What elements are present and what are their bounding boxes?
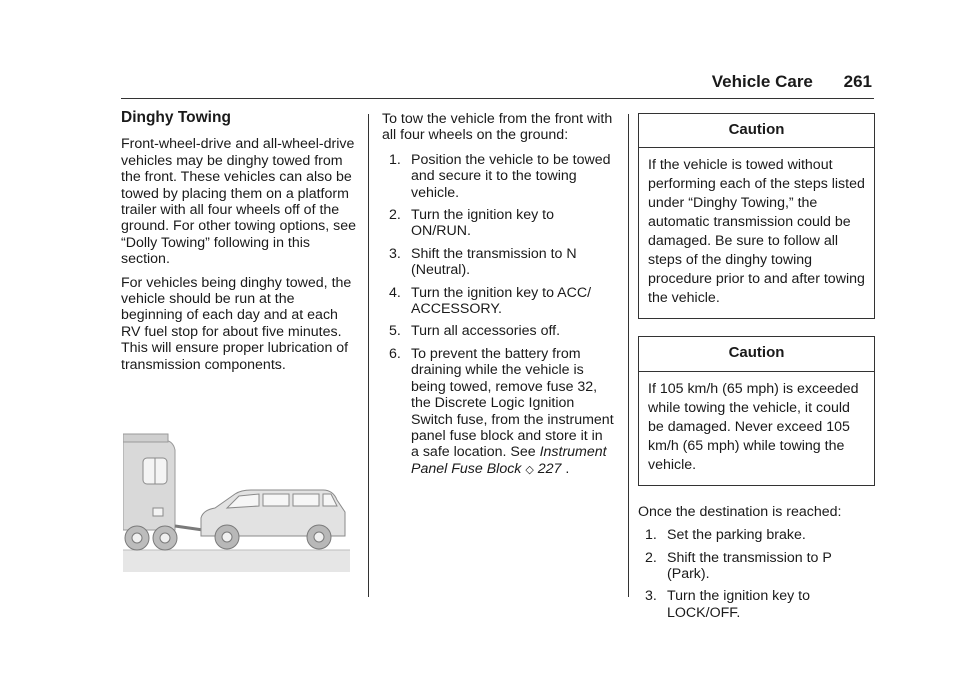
page-header: [712, 72, 872, 92]
column-1: [121, 110, 357, 380]
column-divider-1: [368, 114, 369, 597]
list-item: 1. Set the parking brake.: [645, 527, 806, 544]
caution-box-transmission: [638, 113, 875, 319]
paragraph-run-engine: For vehicles being dinghy towed, the vehicle should be run at the beginning of each day and at each RV fuel stop for about five minutes. This will ensure proper lubrication of transmission components.: [121, 274, 352, 373]
list-item: 3. Shift the transmission to N (Neutral).: [389, 245, 577, 279]
caution-box-speed: [638, 336, 875, 485]
list-item: 3. Turn the ignition key to LOCK/OFF.: [645, 588, 811, 621]
reference-page-number[interactable]: 227: [537, 460, 562, 477]
list-item: 1. Position the vehicle to be towed and secure it to the towing vehicle.: [389, 151, 611, 201]
section-heading: Dinghy Towing: [121, 109, 231, 126]
list-item: 6. To prevent the battery from draining while the vehicle is being towed, remove fuse 32, the Discrete Logic Ignition Switch fuse, from the instrument panel fuse block and store it in a safe location. See Instrument Panel Fuse Block ◇ 227 .: [389, 345, 614, 477]
page-number: 261: [843, 72, 872, 91]
towing-steps-list: [382, 152, 614, 478]
towing-intro: To tow the vehicle from the front with all four wheels on the ground:: [382, 111, 613, 144]
dinghy-towing-illustration: [123, 400, 350, 572]
caution-title: Caution: [639, 337, 874, 371]
paragraph-intro: Front-wheel-drive and all-wheel-drive vehicles may be dinghy towed from the front. These vehicles can also be towed by placing them on a platform trailer with all four wheels off of the ground. For other towing options, see “Dolly Towing” following in this section.: [121, 136, 357, 268]
list-item: 4. Turn the ignition key to ACC/ ACCESSORY.: [389, 284, 592, 318]
column-divider-2: [628, 114, 629, 597]
list-item: 2. Shift the transmission to P (Park).: [645, 549, 832, 583]
list-item: 2. Turn the ignition key to ON/RUN.: [389, 207, 555, 240]
destination-intro: Once the destination is reached:: [638, 503, 842, 520]
column-2: [382, 111, 614, 484]
caution-text: If 105 km/h (65 mph) is exceeded while towing the vehicle, it could be damaged. Never exceed 105 km/h (65 mph) while towing the vehicle.: [648, 380, 859, 473]
page-ref-icon: ◇: [525, 463, 534, 476]
list-item: 5. Turn all accessories off.: [389, 323, 561, 340]
fuse-block-reference-link[interactable]: Instrument Panel Fuse Block: [411, 444, 607, 477]
section-title: Vehicle Care: [711, 72, 813, 91]
destination-steps-list: [638, 527, 875, 621]
caution-text: If the vehicle is towed without performing each of the steps listed under “Dinghy Towing,” the automatic transmission could be damaged. Be sure to follow all steps of the dinghy towing procedure prior to and after towing the vehicle.: [648, 157, 865, 307]
caution-title: Caution: [639, 114, 874, 148]
header-rule: [121, 98, 874, 99]
column-3: [638, 113, 875, 627]
